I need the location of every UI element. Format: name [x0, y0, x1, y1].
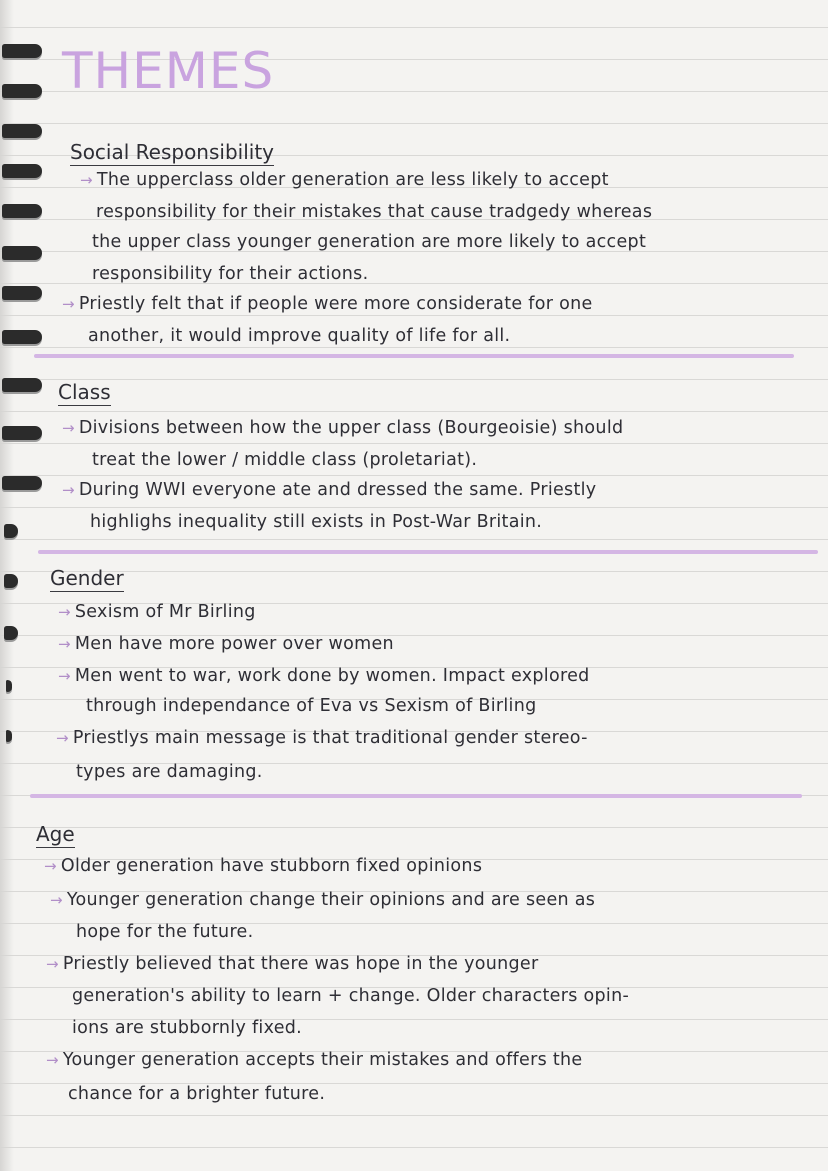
spiral-binding — [0, 30, 52, 810]
binding-ring — [4, 524, 18, 538]
list-item-continuation: chance for a brighter future. — [68, 1084, 326, 1104]
arrow-icon: → — [44, 857, 57, 875]
arrow-icon: → — [58, 603, 71, 621]
section-heading-age: Age — [36, 822, 75, 846]
section-heading-social-responsibility: Social Responsibility — [70, 140, 275, 164]
list-item: → Men went to war, work done by women. Impact explored — [58, 666, 590, 686]
binding-ring — [2, 476, 42, 490]
section-heading-gender: Gender — [50, 566, 124, 590]
binding-ring — [2, 124, 42, 138]
section-divider — [34, 354, 794, 358]
list-item-continuation: ions are stubbornly fixed. — [72, 1018, 303, 1038]
binding-ring — [6, 730, 12, 742]
list-item-continuation: another, it would improve quality of life for all. — [88, 326, 511, 346]
list-item: → The upperclass older generation are less likely to accept — [80, 170, 609, 190]
list-item-continuation: responsibility for their actions. — [92, 264, 369, 284]
binding-ring — [2, 164, 42, 178]
list-item: → Divisions between how the upper class (Bourgeoisie) should — [62, 418, 624, 438]
binding-ring — [6, 680, 12, 692]
binding-ring — [2, 204, 42, 218]
arrow-icon: → — [62, 419, 75, 437]
arrow-icon: → — [58, 635, 71, 653]
arrow-icon: → — [46, 955, 59, 973]
list-item: → Priestlys main message is that traditional gender stereo- — [56, 728, 588, 748]
list-item: → Younger generation accepts their mistakes and offers the — [46, 1050, 583, 1070]
list-item: → Older generation have stubborn fixed opinions — [44, 856, 483, 876]
arrow-icon: → — [46, 1051, 59, 1069]
list-item: → During WWI everyone ate and dressed the same. Priestly — [62, 480, 597, 500]
list-item: → Priestly believed that there was hope in the younger — [46, 954, 539, 974]
list-item: → Younger generation change their opinions and are seen as — [50, 890, 596, 910]
arrow-icon: → — [50, 891, 63, 909]
binding-ring — [2, 44, 42, 58]
binding-ring — [2, 330, 42, 344]
list-item: → Priestly felt that if people were more considerate for one — [62, 294, 593, 314]
binding-ring — [2, 286, 42, 300]
binding-ring — [2, 378, 42, 392]
section-divider — [30, 794, 802, 798]
binding-ring — [2, 246, 42, 260]
list-item: → Men have more power over women — [58, 634, 394, 654]
arrow-icon: → — [62, 295, 75, 313]
section-divider — [38, 550, 818, 554]
arrow-icon: → — [58, 667, 71, 685]
binding-ring — [4, 574, 18, 588]
page-title: THEMES — [62, 42, 275, 100]
arrow-icon: → — [56, 729, 69, 747]
binding-ring — [2, 84, 42, 98]
section-heading-class: Class — [58, 380, 111, 404]
list-item-continuation: highlighs inequality still exists in Post-War Britain. — [90, 512, 543, 532]
binding-ring — [2, 426, 42, 440]
arrow-icon: → — [80, 171, 93, 189]
list-item-continuation: hope for the future. — [76, 922, 254, 942]
list-item-continuation: types are damaging. — [76, 762, 263, 782]
list-item-continuation: through independance of Eva vs Sexism of Birling — [86, 696, 537, 716]
arrow-icon: → — [62, 481, 75, 499]
binding-ring — [4, 626, 18, 640]
list-item-continuation: treat the lower / middle class (proletariat). — [92, 450, 478, 470]
list-item-continuation: generation's ability to learn + change. Older characters opin- — [72, 986, 630, 1006]
list-item-continuation: responsibility for their mistakes that cause tradgedy whereas — [96, 202, 653, 222]
list-item: → Sexism of Mr Birling — [58, 602, 256, 622]
list-item-continuation: the upper class younger generation are more likely to accept — [92, 232, 647, 252]
